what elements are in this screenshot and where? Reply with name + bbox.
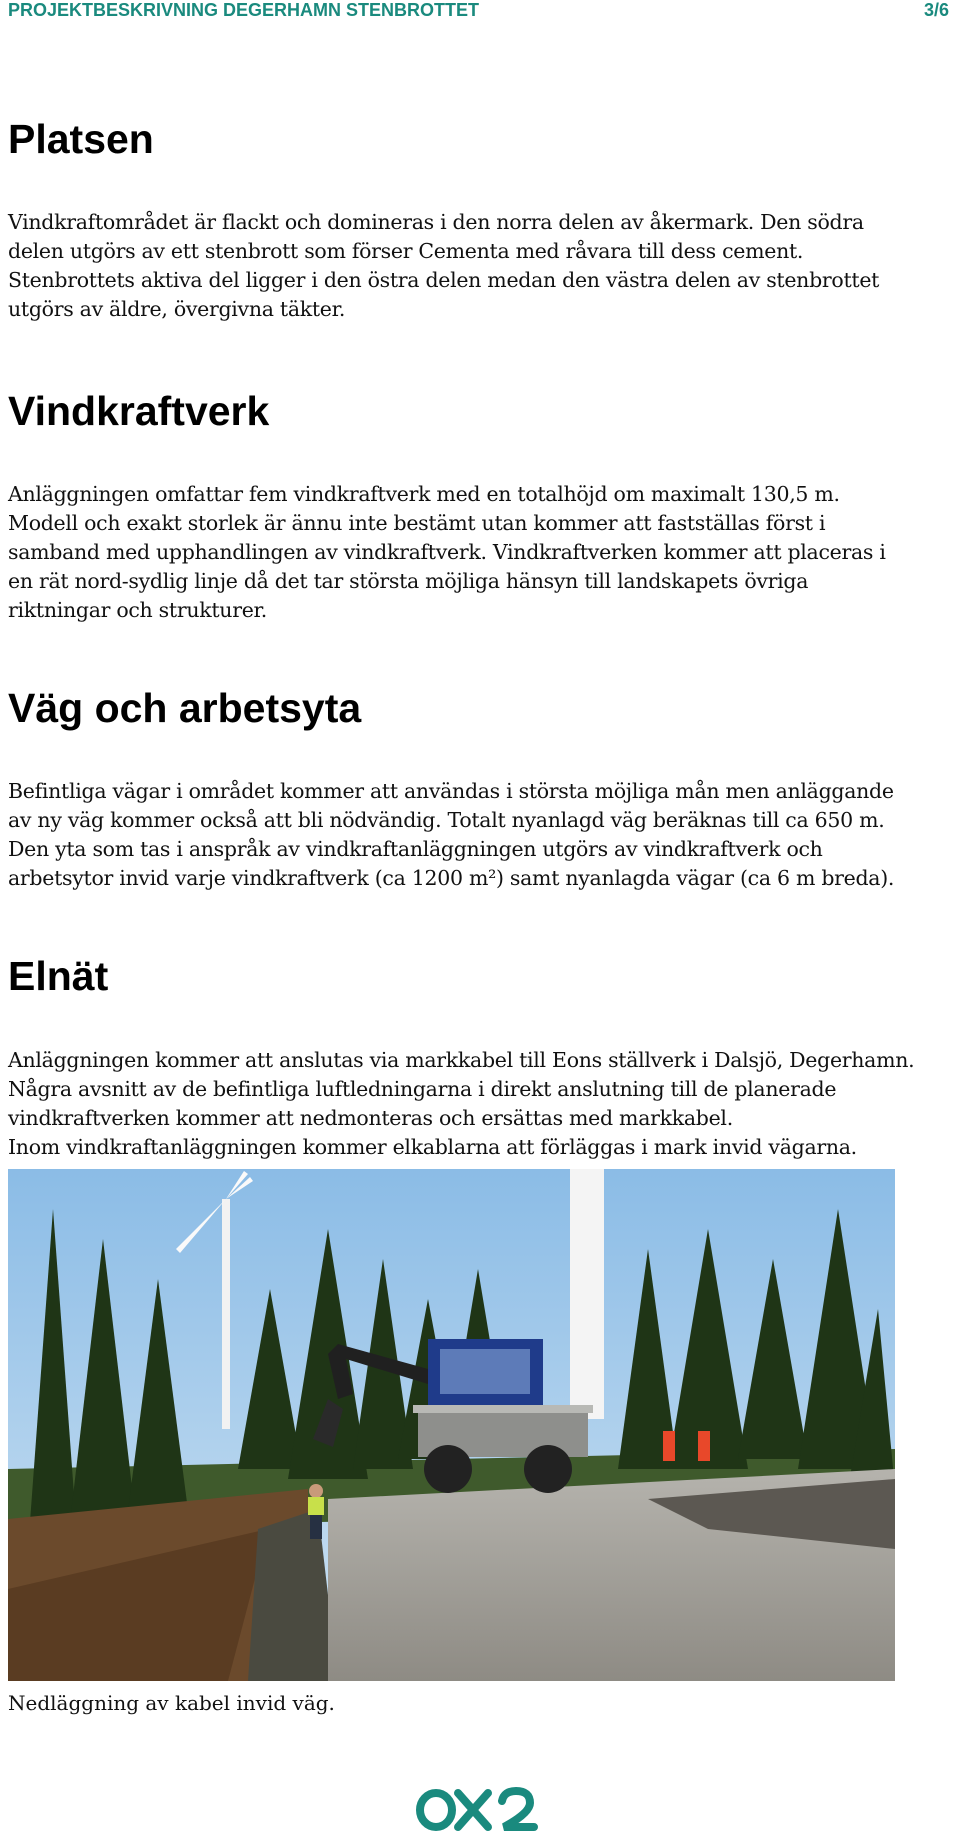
body-line: vindkraftverken kommer att nedmonteras och ersättas med markkabel. [8,1106,733,1130]
body-line: Den yta som tas i anspråk av vindkraftanläggningen utgörs av vindkraftverk och [8,837,823,861]
section-vindkraftverk [8,388,950,625]
section-heading: Väg och arbetsyta [8,685,362,731]
body-line: utgörs av äldre, övergivna täkter. [8,297,346,321]
cable-laying-photo [8,1169,895,1681]
body-line: en rät nord-sydlig linje då det tar största möjliga hänsyn till landskapets övriga [8,569,809,593]
body-line: Stenbrottets aktiva del ligger i den östra delen medan den västra delen av stenbrottet [8,268,880,292]
body-line: riktningar och strukturer. [8,598,268,622]
body-line: Anläggningen omfattar fem vindkraftverk med en totalhöjd om maximalt 130,5 m. [8,482,840,506]
body-line: Några avsnitt av de befintliga luftledningarna i direkt anslutning till de planerade [8,1077,837,1101]
section-heading: Elnät [8,953,109,999]
body-line: Befintliga vägar i området kommer att användas i största möjliga mån men anläggande [8,779,894,803]
section-body [8,208,950,324]
section-heading: Platsen [8,116,154,162]
body-line: delen utgörs av ett stenbrott som förser Cementa med råvara till dess cement. [8,239,804,263]
body-line: Anläggningen kommer att anslutas via markkabel till Eons ställverk i Dalsjö, Degerhamn. [8,1048,915,1072]
worker [308,1484,324,1539]
section-vag-och-arbetsyta [8,685,950,893]
body-line: Inom vindkraftanläggningen kommer elkablarna att förläggas i mark invid vägarna. [8,1135,857,1159]
body-line: Modell och exakt storlek är ännu inte bestämt utan kommer att fastställas först i [8,511,826,535]
page-header [8,0,949,20]
section-body [8,480,950,625]
ox2-logo [414,1785,542,1835]
body-line: arbetsytor invid varje vindkraftverk (ca 1200 m²) samt nyanlagda vägar (ca 6 m breda). [8,866,895,890]
body-line: av ny väg kommer också att bli nödvändig. Totalt nyanlagd väg beräknas till ca 650 m. [8,808,885,832]
document-title: PROJEKTBESKRIVNING DEGERHAMN STENBROTTET [8,0,480,20]
body-line: Vindkraftområdet är flackt och domineras i den norra delen av åkermark. Den södra [8,210,864,234]
wind-turbine-tower [570,1169,604,1419]
section-elnat [8,953,950,1162]
body-line: samband med upphandlingen av vindkraftverk. Vindkraftverken kommer att placeras i [8,540,886,564]
section-body [8,1046,950,1162]
page-number: 3/6 [923,0,949,20]
section-body [8,777,950,893]
section-heading: Vindkraftverk [8,388,270,434]
section-platsen [8,116,950,324]
figure-caption: Nedläggning av kabel invid väg. [8,1691,335,1715]
